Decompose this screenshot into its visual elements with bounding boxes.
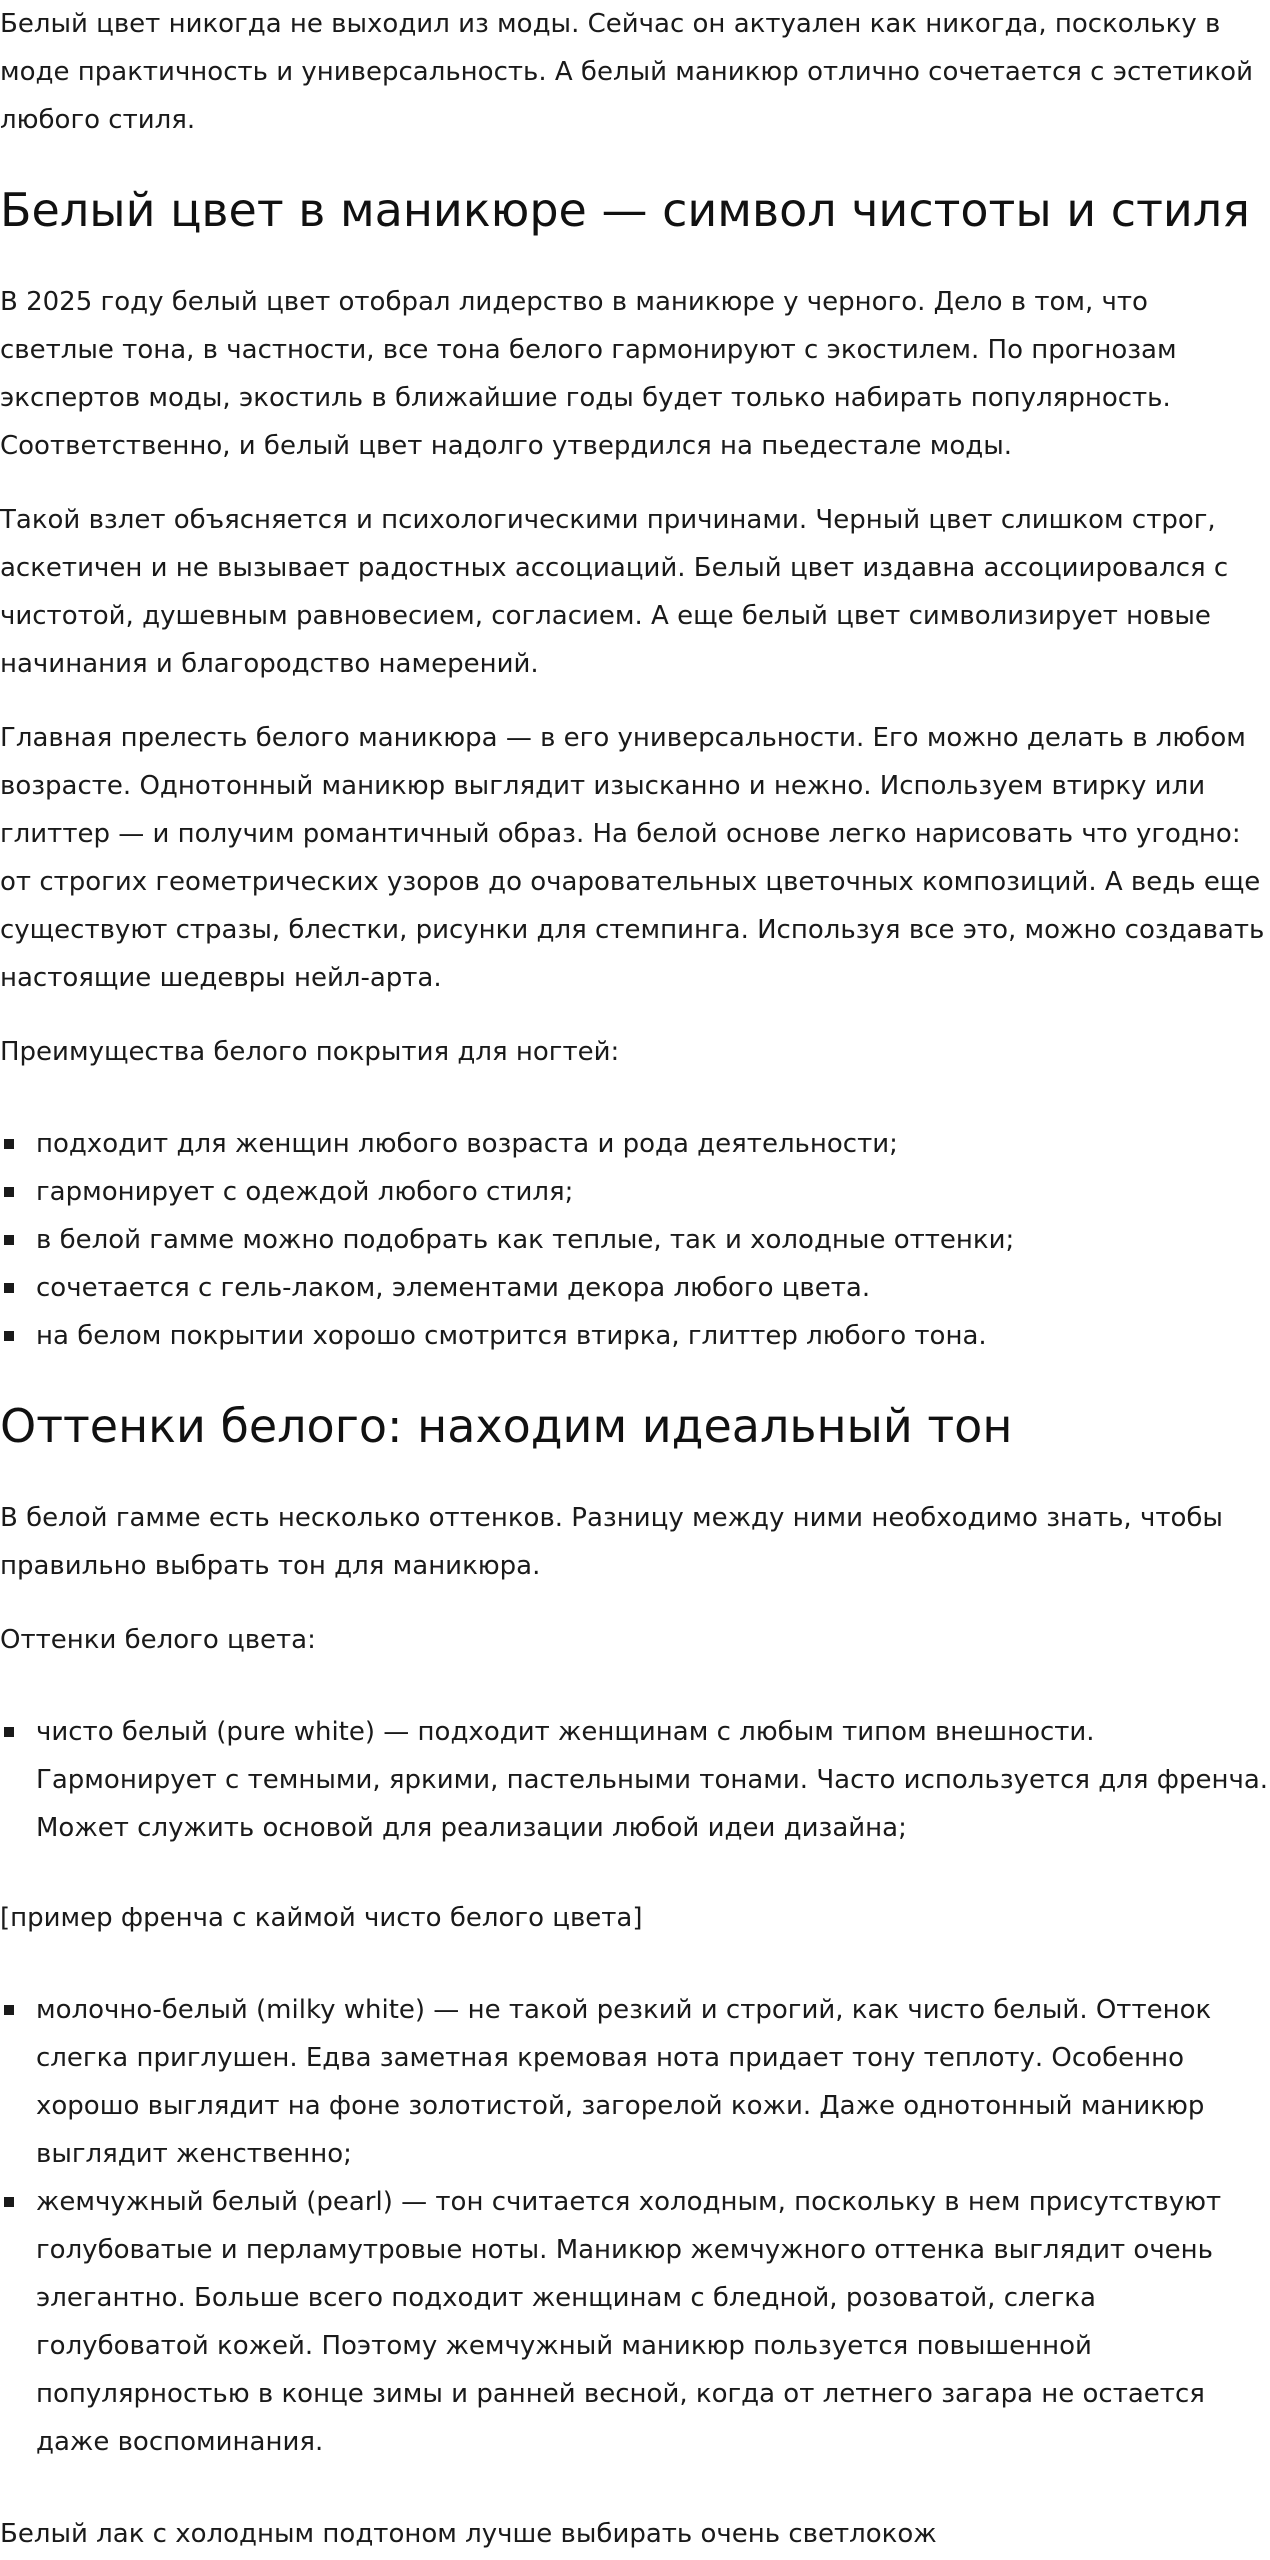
shades-list-a bbox=[0, 1708, 1270, 1852]
list-item: подходит для женщин любого возраста и рода деятельности; bbox=[0, 1120, 1270, 1168]
image-placeholder-note: [пример френча с каймой чисто белого цвета] bbox=[0, 1903, 643, 1933]
list-item: чисто белый (pure white) — подходит женщинам с любым типом внешности. Гармонирует с темными, яркими, пастельными тонами. Часто используется для френча. Может служить основой для реализации любой идеи дизайна; bbox=[0, 1708, 1270, 1852]
shades-title: Оттенки белого цвета: bbox=[0, 1625, 316, 1655]
list-item: сочетается с гель-лаком, элементами декора любого цвета. bbox=[0, 1264, 1270, 1312]
advantages-list bbox=[0, 1120, 1270, 1360]
list-item: молочно-белый (milky white) — не такой резкий и строгий, как чисто белый. Оттенок слегка приглушен. Едва заметная кремовая нота придает тону теплоту. Особенно хорошо выглядит на фоне золотистой, загорелой кожи. Даже однотонный маникюр выглядит женственно; bbox=[0, 1986, 1270, 2178]
list-item: на белом покрытии хорошо смотрится втирка, глиттер любого тона. bbox=[0, 1312, 1270, 1360]
paragraph-universality: Главная прелесть белого маникюра — в его универсальности. Его можно делать в любом возрасте. Однотонный маникюр выглядит изысканно и нежно. Используем втирку или глиттер — и получим романтичный образ. На белой основе легко нарисовать что угодно: от строгих геометрических узоров до очаровательных цветочных композиций. А ведь еще существуют стразы, блестки, рисунки для стемпинга. Используя все это, можно создавать настоящие шедевры нейл-арта. bbox=[0, 723, 1265, 993]
section-heading-shades: Оттенки белого: находим идеальный тон bbox=[0, 1399, 1013, 1453]
list-item: в белой гамме можно подобрать как теплые, так и холодные оттенки; bbox=[0, 1216, 1270, 1264]
closing-paragraph: Белый лак с холодным подтоном лучше выбирать очень светлокож bbox=[0, 2519, 937, 2549]
shades-list-b bbox=[0, 1986, 1270, 2466]
paragraph-psychology: Такой взлет объясняется и психологическими причинами. Черный цвет слишком строг, аскетичен и не вызывает радостных ассоциаций. Белый цвет издавна ассоциировался с чистотой, душевным равновесием, согласием. А еще белый цвет символизирует новые начинания и благородство намерений. bbox=[0, 505, 1229, 679]
paragraph-2025-trend: В 2025 году белый цвет отобрал лидерство в маникюре у черного. Дело в том, что светлые тона, в частности, все тона белого гармонируют с экостилем. По прогнозам экспертов моды, экостиль в ближайшие годы будет только набирать популярность. Соответственно, и белый цвет надолго утвердился на пьедестале моды. bbox=[0, 287, 1177, 461]
intro-paragraph: Белый цвет никогда не выходил из моды. Сейчас он актуален как никогда, поскольку в моде практичность и универсальность. А белый маникюр отлично сочетается с эстетикой любого стиля. bbox=[0, 9, 1253, 135]
advantages-title: Преимущества белого покрытия для ногтей: bbox=[0, 1037, 620, 1067]
section-heading-white-symbol: Белый цвет в маникюре — символ чистоты и стиля bbox=[0, 183, 1250, 237]
list-item: жемчужный белый (pearl) — тон считается холодным, поскольку в нем присутствуют голубоватые и перламутровые ноты. Маникюр жемчужного оттенка выглядит очень элегантно. Больше всего подходит женщинам с бледной, розоватой, слегка голубоватой кожей. Поэтому жемчужный маникюр пользуется повышенной популярностью в конце зимы и ранней весной, когда от летнего загара не остается даже воспоминания. bbox=[0, 2178, 1270, 2466]
list-item: гармонирует с одеждой любого стиля; bbox=[0, 1168, 1270, 1216]
paragraph-shades-intro: В белой гамме есть несколько оттенков. Разницу между ними необходимо знать, чтобы правильно выбрать тон для маникюра. bbox=[0, 1503, 1223, 1581]
